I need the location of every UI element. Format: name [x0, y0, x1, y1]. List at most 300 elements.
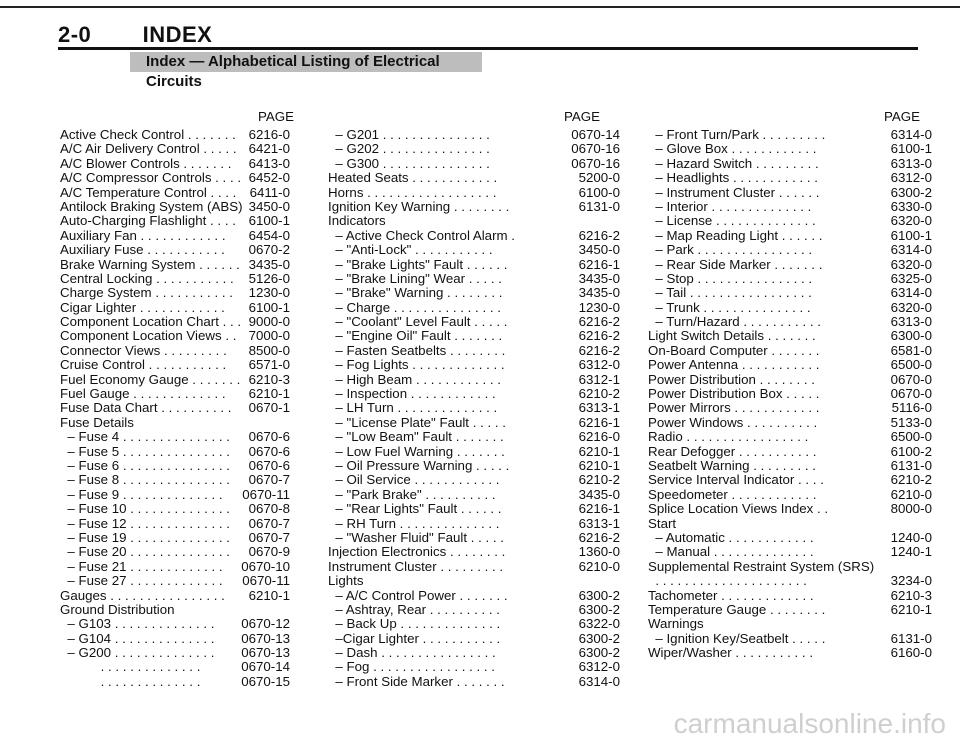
entry-label: – Fasten Seatbelts . . . . . . . .: [328, 343, 506, 358]
index-entry: [60, 401, 290, 415]
entry-label: – Fuse 19 . . . . . . . . . . . . . .: [60, 530, 230, 545]
watermark: carmanualsonline.info: [673, 708, 946, 739]
index-entry: [328, 517, 620, 531]
entry-label: . . . . . . . . . . . . . . . . . . . . .: [648, 574, 807, 589]
entry-label: – Inspection . . . . . . . . . . . .: [328, 387, 496, 402]
entry-page: 6313-0: [890, 314, 932, 330]
entry-label: – "Low Beam" Fault . . . . . . .: [328, 430, 504, 445]
index-entry: [648, 632, 932, 646]
index-entry: [60, 243, 290, 257]
entry-label: – Fuse 27 . . . . . . . . . . . . .: [60, 574, 223, 589]
entry-page: 0670-7: [248, 529, 290, 545]
entry-page: 1360-0: [578, 544, 620, 560]
index-entry: [648, 617, 932, 631]
index-entry: [648, 560, 932, 574]
entry-page: 6312-0: [578, 357, 620, 373]
entry-label: Ignition Key Warning . . . . . . . .: [328, 199, 510, 214]
entry-label: – Turn/Hazard . . . . . . . . . . .: [648, 315, 821, 330]
entry-label: – "License Plate" Fault . . . . .: [328, 415, 506, 430]
entry-page: 0670-16: [571, 155, 620, 171]
entry-page: 6300-2: [890, 184, 932, 200]
index-entry: [328, 531, 620, 545]
index-entry: [60, 142, 290, 156]
index-entry: [648, 373, 932, 387]
entry-page: 6300-0: [890, 328, 932, 344]
entry-label: – LH Turn . . . . . . . . . . . . . .: [328, 401, 498, 416]
entry-page: 6131-0: [578, 198, 620, 214]
entry-label: Power Distribution Box . . . . .: [648, 387, 820, 402]
entry-page: 3435-0: [578, 270, 620, 286]
index-entry: [328, 157, 620, 171]
entry-page: 6210-0: [890, 486, 932, 502]
entry-label: A/C Compressor Controls . . . .: [60, 171, 242, 186]
entry-page: 6452-0: [248, 170, 290, 186]
entry-page: 3435-0: [578, 486, 620, 502]
entry-page: 3234-0: [890, 573, 932, 589]
entry-label: – Rear Side Marker . . . . . . .: [648, 257, 823, 272]
entry-page: 6210-1: [248, 386, 290, 402]
entry-label: – Fuse 6 . . . . . . . . . . . . . . .: [60, 458, 230, 473]
entry-label: – Park . . . . . . . . . . . . . . . .: [648, 243, 813, 258]
entry-label: – Tail . . . . . . . . . . . . . . . . .: [648, 286, 812, 301]
entry-label: – Stop . . . . . . . . . . . . . . . .: [648, 271, 813, 286]
entry-label: – Fuse 20 . . . . . . . . . . . . . .: [60, 545, 230, 560]
entry-label: – "Park Brake" . . . . . . . . . .: [328, 487, 496, 502]
entry-page: 6216-2: [578, 328, 620, 344]
entry-page: 6210-2: [578, 386, 620, 402]
entry-page: 0670-6: [248, 429, 290, 445]
entry-page: 0670-13: [241, 630, 290, 646]
index-entry: [648, 531, 932, 545]
entry-page: 5133-0: [890, 414, 932, 430]
entry-label: – "Brake Lights" Fault . . . . . .: [328, 257, 508, 272]
index-entry: [328, 387, 620, 401]
entry-page: 6216-0: [248, 127, 290, 142]
index-entry: [648, 545, 932, 559]
entry-label: . . . . . . . . . . . . . .: [60, 660, 201, 675]
entry-label: – Headlights . . . . . . . . . . . .: [648, 171, 818, 186]
entry-label: – Fuse 10 . . . . . . . . . . . . . .: [60, 502, 230, 517]
entry-label: Rear Defogger . . . . . . . . . . .: [648, 444, 817, 459]
entry-page: 1240-1: [890, 544, 932, 560]
index-entries: [648, 128, 932, 660]
index-entry: [60, 603, 290, 617]
index-entry: [60, 473, 290, 487]
entry-label: – Fuse 21 . . . . . . . . . . . . .: [60, 559, 223, 574]
entry-label: A/C Temperature Control . . . .: [60, 185, 237, 200]
entry-label: – Instrument Cluster . . . . . .: [648, 185, 820, 200]
index-entry: [328, 473, 620, 487]
index-entry: [328, 502, 620, 516]
entry-page: 6312-0: [578, 659, 620, 675]
entry-label: – Front Side Marker . . . . . . .: [328, 674, 505, 689]
index-entry: [60, 171, 290, 185]
entry-page: 0670-10: [241, 558, 290, 574]
index-entry: [648, 229, 932, 243]
index-entry: [648, 214, 932, 228]
entry-page: 7000-0: [248, 328, 290, 344]
index-entry: [60, 502, 290, 516]
entry-page: 0670-7: [248, 515, 290, 531]
index-entry: [60, 632, 290, 646]
index-entry: [60, 675, 290, 689]
index-entry: [648, 387, 932, 401]
entry-page: 6210-1: [248, 587, 290, 603]
index-entry: [648, 171, 932, 185]
entry-page: 6100-1: [248, 299, 290, 315]
index-entry: [328, 488, 620, 502]
entry-label: – Fuse 8 . . . . . . . . . . . . . . .: [60, 473, 230, 488]
entry-page: 0670-0: [890, 371, 932, 387]
entry-label: – "Engine Oil" Fault . . . . . . .: [328, 329, 503, 344]
entry-page: 0670-13: [241, 645, 290, 661]
entry-page: 6210-3: [890, 587, 932, 603]
index-entry: [328, 675, 620, 689]
entry-label: – Charge . . . . . . . . . . . . . . .: [328, 300, 501, 315]
entry-page: 6100-0: [578, 184, 620, 200]
entry-page: 0670-9: [248, 544, 290, 560]
entry-page: 6581-0: [890, 342, 932, 358]
entry-page: 0670-7: [248, 472, 290, 488]
index-entry: [648, 401, 932, 415]
entry-label: Auxiliary Fuse . . . . . . . . . . .: [60, 243, 225, 258]
entry-label: Power Windows . . . . . . . . . .: [648, 415, 818, 430]
entry-page: 0670-16: [571, 141, 620, 157]
entry-label: Warnings: [648, 617, 704, 632]
entry-label: – G104 . . . . . . . . . . . . . .: [60, 631, 215, 646]
entry-label: – G103 . . . . . . . . . . . . . .: [60, 617, 215, 632]
entry-page: 0670-8: [248, 501, 290, 517]
entry-page: 9000-0: [248, 314, 290, 330]
index-entry: [328, 373, 620, 387]
entry-label: Lights: [328, 574, 364, 589]
index-entries: [328, 128, 620, 689]
index-entry: [60, 617, 290, 631]
entry-label: Component Location Views . .: [60, 329, 237, 344]
entry-label: – License . . . . . . . . . . . . . .: [648, 214, 816, 229]
index-entry: [328, 243, 620, 257]
index-entry: [648, 445, 932, 459]
entry-page: 6314-0: [578, 673, 620, 689]
index-entry: [60, 416, 290, 430]
index-entry: [60, 272, 290, 286]
index-entry: [60, 229, 290, 243]
entry-page: 6454-0: [248, 227, 290, 243]
index-entry: [60, 186, 290, 200]
index-entry: [60, 560, 290, 574]
index-entry: [648, 258, 932, 272]
entry-page: 1230-0: [578, 299, 620, 315]
entry-page: 6300-2: [578, 645, 620, 661]
index-column-2: [328, 110, 620, 689]
entry-page: 6313-0: [890, 155, 932, 171]
entry-label: – Ignition Key/Seatbelt . . . . .: [648, 631, 826, 646]
entry-page: 6300-2: [578, 601, 620, 617]
entry-page: 0670-11: [242, 486, 290, 502]
entry-label: A/C Blower Controls . . . . . . .: [60, 156, 232, 171]
entry-page: 6314-0: [890, 127, 932, 142]
entry-page: 6320-0: [890, 299, 932, 315]
entry-page: 6216-2: [578, 314, 620, 330]
entry-page: 6210-3: [248, 371, 290, 387]
entry-label: Ground Distribution: [60, 602, 175, 617]
entry-label: Injection Electronics . . . . . . . .: [328, 545, 506, 560]
page-column-header: PAGE: [258, 108, 294, 124]
index-entry: [60, 488, 290, 502]
entry-page: 3435-0: [248, 256, 290, 272]
entry-label: Instrument Cluster . . . . . . . . .: [328, 559, 504, 574]
index-entry: [328, 560, 620, 574]
index-entry: [648, 329, 932, 343]
entry-label: Speedometer . . . . . . . . . . . .: [648, 487, 817, 502]
entry-label: – Fog Lights . . . . . . . . . . . . .: [328, 358, 505, 373]
index-entry: [648, 157, 932, 171]
entry-label: Connector Views . . . . . . . . .: [60, 343, 227, 358]
entry-label: – Fuse 5 . . . . . . . . . . . . . . .: [60, 444, 230, 459]
entry-page: 6322-0: [578, 616, 620, 632]
entry-page: 6131-0: [890, 630, 932, 646]
entry-page: 0670-2: [248, 242, 290, 258]
entry-label: – "Brake Lining" Wear . . . . .: [328, 271, 503, 286]
entry-page: 1240-0: [890, 529, 932, 545]
index-entry: [60, 660, 290, 674]
entry-label: On-Board Computer . . . . . . .: [648, 343, 820, 358]
entry-page: 6313-1: [578, 400, 620, 416]
entry-label: – Low Fuel Warning . . . . . . .: [328, 444, 505, 459]
entry-label: – Oil Service . . . . . . . . . . . .: [328, 473, 500, 488]
entry-page: 0670-11: [242, 573, 290, 589]
entry-label: Cigar Lighter . . . . . . . . . . . .: [60, 300, 225, 315]
entry-label: – Trunk . . . . . . . . . . . . . . .: [648, 300, 811, 315]
index-entry: [60, 646, 290, 660]
entry-page: 6100-1: [890, 141, 932, 157]
entry-page: 0670-15: [241, 673, 290, 689]
index-entry: [328, 445, 620, 459]
entry-page: 3435-0: [578, 285, 620, 301]
entry-label: – Back Up . . . . . . . . . . . . . .: [328, 617, 501, 632]
entry-page: 0670-14: [571, 127, 620, 142]
entry-page: 6210-0: [578, 558, 620, 574]
index-entry: [328, 416, 620, 430]
entry-label: – A/C Control Power . . . . . . .: [328, 588, 508, 603]
index-entry: [60, 214, 290, 228]
entry-label: Indicators: [328, 214, 386, 229]
index-entry: [328, 142, 620, 156]
entry-page: 3450-0: [248, 198, 290, 214]
entry-label: Tachometer . . . . . . . . . . . . .: [648, 588, 814, 603]
entry-page: 6100-2: [890, 443, 932, 459]
index-entry: [328, 401, 620, 415]
index-entry: [328, 171, 620, 185]
entry-page: 6312-1: [578, 371, 620, 387]
entry-label: – G200 . . . . . . . . . . . . . .: [60, 646, 215, 661]
index-entry: [648, 301, 932, 315]
entry-label: – "Anti-Lock" . . . . . . . . . . .: [328, 243, 493, 258]
page-column-header: PAGE: [564, 108, 600, 124]
index-entry: [648, 142, 932, 156]
entry-label: Component Location Chart . . .: [60, 315, 242, 330]
entry-page: 1230-0: [248, 285, 290, 301]
entry-page: 0670-14: [241, 659, 290, 675]
entry-label: – Automatic . . . . . . . . . . . .: [648, 530, 814, 545]
index-entry: [648, 200, 932, 214]
entry-page: 3450-0: [578, 242, 620, 258]
entry-page: 6314-0: [890, 285, 932, 301]
index-entry: [648, 128, 932, 142]
index-entry: [328, 459, 620, 473]
index-entry: [648, 358, 932, 372]
entry-label: – G300 . . . . . . . . . . . . . . .: [328, 156, 490, 171]
entry-page: 6216-0: [578, 429, 620, 445]
entry-label: Fuse Data Chart . . . . . . . . . .: [60, 401, 232, 416]
entry-label: – "Brake" Warning . . . . . . . .: [328, 286, 503, 301]
entry-label: – Glove Box . . . . . . . . . . . .: [648, 142, 817, 157]
entry-page: 6216-1: [578, 501, 620, 517]
index-entry: [328, 315, 620, 329]
entry-page: 8000-0: [890, 501, 932, 517]
index-entry: [60, 430, 290, 444]
entry-page: 6300-2: [578, 587, 620, 603]
entry-label: – Ashtray, Rear . . . . . . . . . .: [328, 602, 500, 617]
index-entry: [328, 258, 620, 272]
entry-label: –Cigar Lighter . . . . . . . . . . .: [328, 631, 501, 646]
index-entry: [328, 660, 620, 674]
index-entry: [328, 632, 620, 646]
index-entry: [60, 128, 290, 142]
index-entry: [328, 286, 620, 300]
entry-page: 6413-0: [248, 155, 290, 171]
index-entry: [60, 574, 290, 588]
index-entries: [60, 128, 290, 689]
entry-page: 6100-1: [248, 213, 290, 229]
entry-page: 0670-6: [248, 457, 290, 473]
index-entry: [60, 286, 290, 300]
entry-page: 6216-1: [578, 414, 620, 430]
entry-page: 5200-0: [578, 170, 620, 186]
entry-page: 0670-6: [248, 443, 290, 459]
index-entry: [328, 646, 620, 660]
index-entry: [648, 502, 932, 516]
entry-label: – Fuse 4 . . . . . . . . . . . . . . .: [60, 430, 230, 445]
index-entry: [328, 186, 620, 200]
entry-label: . . . . . . . . . . . . . .: [60, 674, 201, 689]
entry-label: Power Distribution . . . . . . . .: [648, 372, 816, 387]
entry-label: – High Beam . . . . . . . . . . . .: [328, 372, 501, 387]
index-entry: [60, 344, 290, 358]
entry-label: Brake Warning System . . . . . .: [60, 257, 240, 272]
entry-label: Start: [648, 516, 677, 531]
section-number: 2-0: [58, 22, 92, 47]
entry-page: 6100-1: [890, 227, 932, 243]
entry-label: Active Check Control . . . . . . .: [60, 128, 236, 142]
entry-label: Splice Location Views Index . .: [648, 502, 829, 517]
index-entry: [648, 473, 932, 487]
index-entry: [60, 517, 290, 531]
entry-label: – Fuse 12 . . . . . . . . . . . . . .: [60, 516, 230, 531]
entry-label: Charge System . . . . . . . . . . .: [60, 286, 233, 301]
entry-page: 6500-0: [890, 357, 932, 373]
index-entry: [328, 128, 620, 142]
entry-label: Wiper/Washer . . . . . . . . . . .: [648, 646, 814, 661]
section-banner: Index — Alphabetical Listing of Electrical Circuits: [130, 52, 482, 72]
index-entry: [328, 603, 620, 617]
index-entry: [648, 315, 932, 329]
entry-label: – Hazard Switch . . . . . . . . .: [648, 156, 819, 171]
entry-page: 6216-2: [578, 529, 620, 545]
entry-page: 6320-0: [890, 213, 932, 229]
entry-label: Temperature Gauge . . . . . . . .: [648, 602, 826, 617]
entry-label: Fuel Gauge . . . . . . . . . . . . .: [60, 387, 226, 402]
entry-page: 6421-0: [248, 141, 290, 157]
entry-page: 8500-0: [248, 342, 290, 358]
page-column-header: PAGE: [884, 108, 920, 124]
entry-label: Power Mirrors . . . . . . . . . . . .: [648, 401, 820, 416]
entry-page: 0670-1: [248, 400, 290, 416]
index-entry: [328, 344, 620, 358]
index-entry: [648, 459, 932, 473]
entry-label: – Manual . . . . . . . . . . . . . .: [648, 545, 814, 560]
entry-label: – RH Turn . . . . . . . . . . . . . .: [328, 516, 500, 531]
index-entry: [60, 545, 290, 559]
entry-label: – "Washer Fluid" Fault . . . . .: [328, 530, 504, 545]
entry-label: – "Rear Lights" Fault . . . . . .: [328, 502, 502, 517]
entry-page: 6210-1: [890, 601, 932, 617]
index-entry: [648, 646, 932, 660]
index-entry: [60, 258, 290, 272]
index-column-3: [648, 110, 932, 660]
entry-label: Fuel Economy Gauge . . . . . . .: [60, 372, 241, 387]
entry-page: 6571-0: [248, 357, 290, 373]
index-entry: [60, 157, 290, 171]
entry-label: Heated Seats . . . . . . . . . . . .: [328, 171, 498, 186]
index-entry: [648, 186, 932, 200]
index-column-1: [60, 108, 294, 689]
index-entry: [60, 373, 290, 387]
index-entry: [648, 243, 932, 257]
entry-page: 5126-0: [248, 270, 290, 286]
entry-label: – Map Reading Light . . . . . .: [648, 228, 823, 243]
entry-page: 6325-0: [890, 270, 932, 286]
entry-label: – Interior . . . . . . . . . . . . . .: [648, 199, 812, 214]
index-entry: [60, 531, 290, 545]
entry-page: 6300-2: [578, 630, 620, 646]
entry-label: Auto-Charging Flashlight . . . .: [60, 214, 236, 229]
entry-label: Power Antenna . . . . . . . . . . .: [648, 358, 820, 373]
entry-label: – Fog . . . . . . . . . . . . . . . . .: [328, 660, 495, 675]
entry-label: A/C Air Delivery Control . . . . .: [60, 142, 237, 157]
entry-page: 6160-0: [890, 645, 932, 661]
entry-page: 6210-2: [578, 472, 620, 488]
index-entry: [328, 574, 620, 588]
entry-label: Gauges . . . . . . . . . . . . . . . .: [60, 588, 225, 603]
index-entry: [648, 603, 932, 617]
index-entry: [60, 387, 290, 401]
index-entry: [328, 301, 620, 315]
entry-label: Auxiliary Fan . . . . . . . . . . . .: [60, 228, 226, 243]
index-entry: [328, 329, 620, 343]
entry-page: 6500-0: [890, 429, 932, 445]
entry-page: 6330-0: [890, 198, 932, 214]
index-entry: [328, 272, 620, 286]
entry-page: 6210-2: [890, 472, 932, 488]
index-entry: [328, 589, 620, 603]
index-entry: [60, 589, 290, 603]
entry-label: – Active Check Control Alarm .: [328, 228, 515, 243]
entry-page: 6314-0: [890, 242, 932, 258]
entry-label: Seatbelt Warning . . . . . . . . .: [648, 458, 817, 473]
entry-label: Horns . . . . . . . . . . . . . . . . . .: [328, 185, 497, 200]
index-entry: [648, 272, 932, 286]
